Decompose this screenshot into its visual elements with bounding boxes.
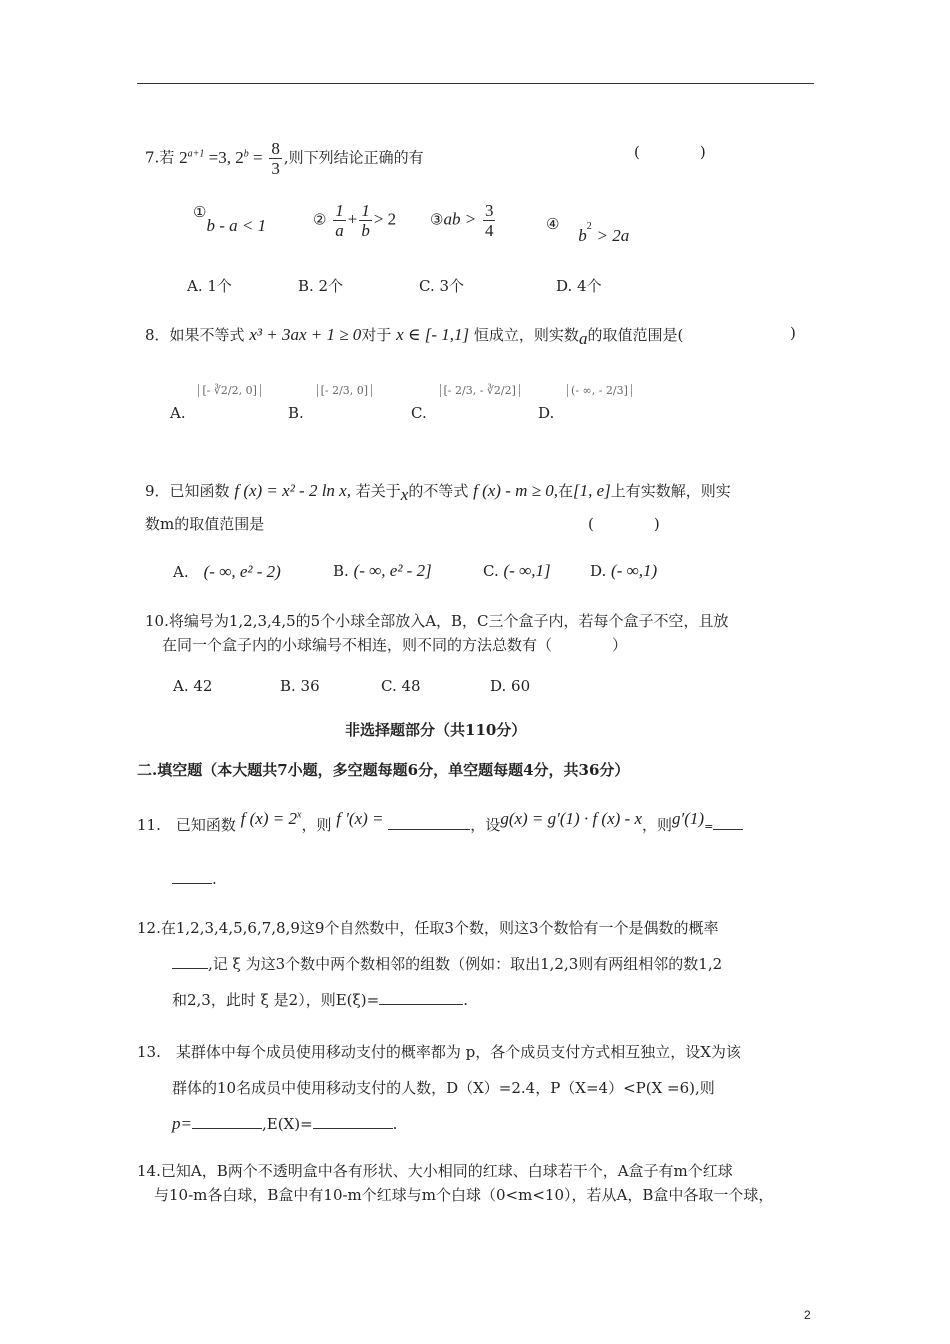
question-9-line2: 数m的取值范围是 xyxy=(145,515,265,533)
q8-option-a: A. [- ∛2/2, 0] xyxy=(170,380,261,398)
question-14-line1: 14.已知A，B两个不透明盒中各有形状、大小相同的红球、白球若干个，A盒子有m个红球 xyxy=(137,1162,733,1180)
question-12-line2: ,记 ξ 为这3个数中两个数相邻的组数（例如：取出1,2,3则有两组相邻的数1,2 xyxy=(172,953,722,974)
q7-statement-4: ④ $b^2 > 2a$ xyxy=(546,215,630,245)
q10-option-d: D. 60 xyxy=(490,677,531,695)
question-text: 若 xyxy=(159,148,175,167)
q10-option-a: A. 42 xyxy=(173,677,213,695)
answer-paren: ( ) xyxy=(634,143,706,161)
answer-paren: ( ) xyxy=(588,515,660,533)
q10-option-c: C. 48 xyxy=(381,677,421,695)
question-12-line1: 12.在1,2,3,4,5,6,7,8,9这9个自然数中，任取3个数，则这3个数恰有一个是偶数的概率 xyxy=(137,919,719,937)
question-number: 7. xyxy=(145,148,160,167)
answer-blank[interactable] xyxy=(172,954,208,969)
q9-option-a: A. (- ∞, e² - 2) xyxy=(173,562,281,581)
question-11-line2: . xyxy=(172,869,217,888)
section-2-title: 二.填空题（本大题共7小题，多空题每题6分，单空题每题4分，共36分） xyxy=(137,761,630,779)
q7-statement-2: ② $\frac{1}{a}$ + $\frac{1}{b}$ > 2 xyxy=(313,201,397,240)
fraction: $\frac{8}{3}$ xyxy=(271,139,280,178)
q9-option-b: B. (- ∞, e² - 2] xyxy=(333,561,432,580)
page-number: 2 xyxy=(804,1308,811,1322)
question-13-line1: 13. 某群体中每个成员使用移动支付的概率都为 p，各个成员支付方式相互独立，设X为该 xyxy=(137,1043,741,1061)
question-10-line1: 10.将编号为1,2,3,4,5的5个小球全部放入A，B，C三个盒子内，若每个盒子不空，且放 xyxy=(145,612,729,630)
question-14-line2: 与10-m各白球，B盒中有10-m个红球与m个白球（0<m<10），若从A，B盒中各取一个球， xyxy=(154,1186,774,1204)
question-13-line2: 群体的10名成员中使用移动支付的人数，D（X）=2.4，P（X=4）<P(X =6),则 xyxy=(172,1079,715,1097)
q7-statement-3: ③ab > $\frac{3}{4}$ xyxy=(430,201,494,240)
question-9-stem: 9．已知函数 f (x) = x² - 2 ln x, 若关于x的不等式 f (x) - m ≥ 0,在[1, e]上有实数解，则实 xyxy=(145,481,731,504)
question-13-line3: p= ,E(X)= . xyxy=(172,1114,398,1133)
q10-option-b: B. 36 xyxy=(280,677,320,695)
q8-option-c: C. [- 2/3, - ∛2/2] xyxy=(411,380,520,398)
q9-option-c: C. (- ∞,1] xyxy=(483,561,551,580)
q8-option-b: B. [- 2/3, 0] xyxy=(288,380,372,398)
question-11-stem: 11. 已知函数 f $(x) = 2^x$，则 f ′(x) = ，设g(x) = g′(1) · f (x) - x，则g′(1)= xyxy=(137,814,743,835)
q8-option-d: D. (- ∞, - 2/3] xyxy=(538,380,632,398)
answer-blank[interactable] xyxy=(379,990,463,1005)
question-12-line3: 和2,3，此时 ξ 是2），则E(ξ)= . xyxy=(172,991,468,1009)
question-10-line2: 在同一个盒子内的小球编号不相连，则不同的方法总数有（ ） xyxy=(162,636,628,654)
answer-blank[interactable] xyxy=(713,815,743,830)
answer-blank[interactable] xyxy=(192,1114,262,1129)
q7-option-b: B. 2个 xyxy=(298,277,344,295)
q7-option-d: D. 4个 xyxy=(556,277,602,295)
q7-option-c: C. 3个 xyxy=(419,277,465,295)
header-rule xyxy=(137,83,814,84)
q9-option-d: D. (- ∞,1) xyxy=(590,561,658,580)
question-8-stem: 8．如果不等式 x³ + 3ax + 1 ≥ 0对于 x ∈ [- 1,1] 恒成立，则实数a的取值范围是( xyxy=(145,325,684,348)
answer-paren-close: ) xyxy=(790,324,796,342)
answer-blank[interactable] xyxy=(313,1114,393,1129)
question-text: ,则下列结论正确的有 xyxy=(283,148,424,167)
q7-statement-1: ①b - a < 1 xyxy=(193,203,267,235)
question-7-stem xyxy=(145,140,424,177)
answer-blank[interactable] xyxy=(172,869,212,884)
q7-option-a: A. 1个 xyxy=(187,277,232,295)
section-title: 非选择题部分（共110分） xyxy=(345,721,527,739)
answer-blank[interactable] xyxy=(388,815,470,830)
math-expression: $2^{a+1} =3$, 2$^b$ = xyxy=(179,147,263,167)
